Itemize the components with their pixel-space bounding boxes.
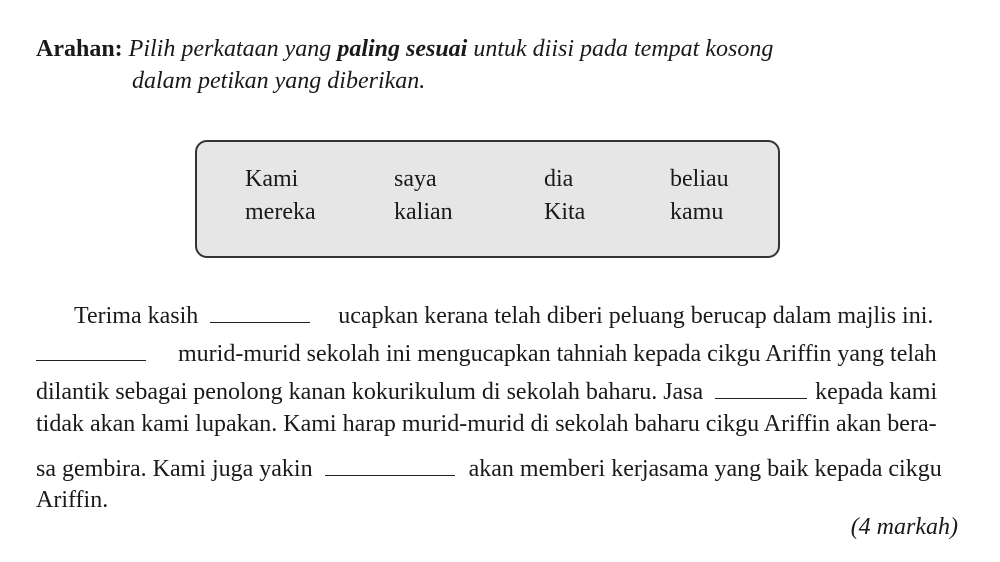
passage-line [36, 449, 942, 483]
word-option[interactable]: kalian [394, 199, 453, 225]
instruction-text-b: untuk diisi pada tempat kosong [473, 36, 774, 62]
passage-text: ucapkan kerana telah diberi peluang berucap dalam majlis ini. [338, 303, 934, 329]
passage-line [36, 334, 937, 368]
word-option[interactable]: Kami [245, 166, 299, 192]
word-option[interactable]: mereka [245, 199, 316, 225]
passage-text: dilantik sebagai penolong kanan kokurikulum di sekolah baharu. Jasa [36, 379, 704, 405]
answer-blank-3[interactable] [715, 372, 807, 399]
passage-text: Terima kasih [74, 303, 199, 329]
instruction-text-a: Pilih perkataan yang [128, 36, 332, 62]
passage-line [36, 372, 937, 406]
word-option[interactable]: kamu [670, 199, 724, 225]
word-bank-box [195, 140, 780, 258]
instruction [36, 33, 936, 97]
word-option[interactable]: beliau [670, 166, 729, 192]
answer-blank-2[interactable] [36, 334, 146, 361]
marks-label: (4 markah) [850, 514, 958, 540]
passage-text: tidak akan kami lupakan. Kami harap murid-murid di sekolah baharu cikgu Ariffin akan bera- [36, 411, 937, 437]
passage-text: akan memberi kerjasama yang baik kepada cikgu [468, 456, 942, 482]
passage-line [36, 411, 937, 438]
passage-text: sa gembira. Kami juga yakin [36, 456, 313, 482]
passage-line [74, 296, 933, 330]
instruction-label: Arahan: [36, 36, 123, 62]
passage-text: murid-murid sekolah ini mengucapkan tahniah kepada cikgu Ariffin yang telah [178, 341, 937, 367]
answer-blank-4[interactable] [325, 449, 455, 476]
passage-line [36, 487, 108, 514]
instruction-text-line2: dalam petikan yang diberikan. [132, 68, 426, 94]
word-option[interactable]: dia [544, 166, 574, 192]
answer-blank-1[interactable] [210, 296, 310, 323]
word-option[interactable]: saya [394, 166, 437, 192]
instruction-emphasis: paling sesuai [337, 36, 468, 62]
passage-text: kepada kami [815, 379, 938, 405]
passage-text: Ariffin. [36, 487, 109, 513]
word-option[interactable]: Kita [544, 199, 586, 225]
